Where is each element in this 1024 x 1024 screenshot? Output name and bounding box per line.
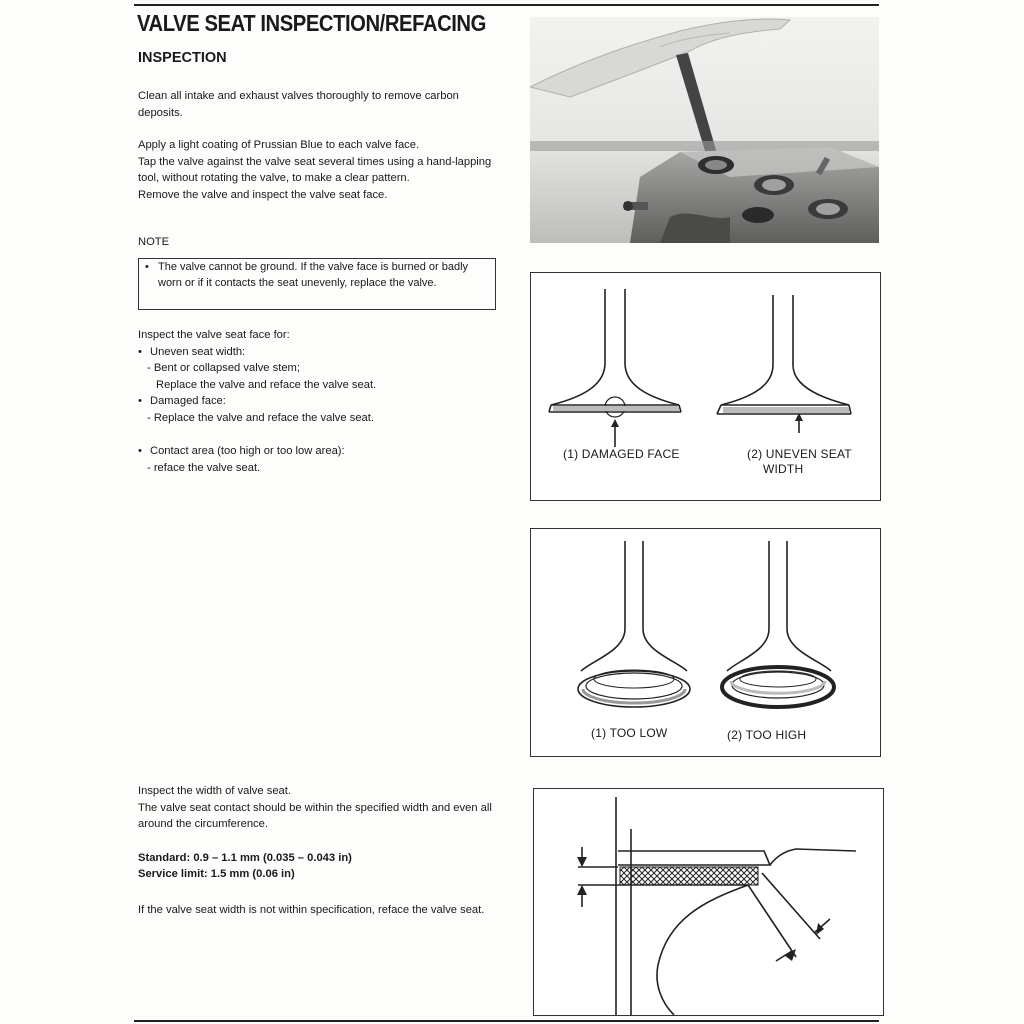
spec-service-limit: Service limit: 1.5 mm (0.06 in) [138,867,295,880]
bullet-dot: • [138,395,142,407]
checklist-heading: Inspect the valve seat face for: [138,329,290,341]
width-text-3: If the valve seat width is not within specification, reface the valve seat. [138,904,485,916]
width-text-2: The valve seat contact should be within the specified width and even all around the circumference. [138,801,492,830]
contact-area-diagram [531,529,880,756]
spec-block [138,850,506,882]
note-bullet: • [145,261,149,273]
checklist [138,327,506,476]
checklist-subitem: Replace the valve and reface the valve seat. [156,378,377,391]
bottom-rule [134,1020,879,1022]
note-label: NOTE [138,236,170,248]
checklist-item-label: Contact area (too high or too low area): [150,445,345,457]
intro-text-1: Clean all intake and exhaust valves thoroughly to remove carbon deposits. [138,90,459,119]
note-text: The valve cannot be ground. If the valve face is burned or badly worn or if it contacts the seat unevenly, replace the valve. [158,261,469,289]
seat-width-diagram [534,789,883,1015]
intro-text-2c: Remove the valve and inspect the valve seat face. [138,188,388,201]
page-title: VALVE SEAT INSPECTION/REFACING [137,10,486,36]
caption-too-low: (1) TOO LOW [591,726,668,740]
valve-face-diagram [531,273,880,500]
cylinder-head-photo [530,17,879,243]
bullet-dot: • [138,345,142,358]
intro-paragraph-2 [138,137,506,203]
caption-uneven-seat-2: WIDTH [763,462,804,476]
checklist-item-label: Uneven seat width: [150,345,246,358]
checklist-subitem: - reface the valve seat. [147,461,261,474]
checklist-subitem: - Replace the valve and reface the valve seat. [147,411,374,424]
section-heading: INSPECTION [138,50,227,66]
caption-uneven-seat: (2) UNEVEN SEAT [747,447,852,461]
caption-too-high: (2) TOO HIGH [727,728,807,742]
intro-paragraph-1 [138,88,506,121]
checklist-item [138,393,506,426]
width-text-1: Inspect the width of valve seat. [138,785,291,797]
width-paragraph [138,783,506,833]
figure-contact-area [530,528,881,757]
bullet-dot: • [138,445,142,457]
note-box [138,258,496,310]
spec-standard: Standard: 0.9 – 1.1 mm (0.035 – 0.043 in) [138,852,352,864]
checklist-subitem: - Bent or collapsed valve stem; [147,362,300,374]
figure-seat-width [533,788,884,1016]
intro-text-2b: Tap the valve against the valve seat several times using a hand-lapping tool, without rotating the valve, to make a clear pattern. [138,155,492,184]
checklist-item-label: Damaged face: [150,395,226,407]
intro-text-2a: Apply a light coating of Prussian Blue to each valve face. [138,139,420,151]
top-rule [134,4,879,6]
width-paragraph-2 [138,902,506,919]
caption-damaged-face: (1) DAMAGED FACE [563,447,680,461]
checklist-item [138,344,506,394]
checklist-item [138,443,506,476]
figure-valve-face-damage [530,272,881,501]
